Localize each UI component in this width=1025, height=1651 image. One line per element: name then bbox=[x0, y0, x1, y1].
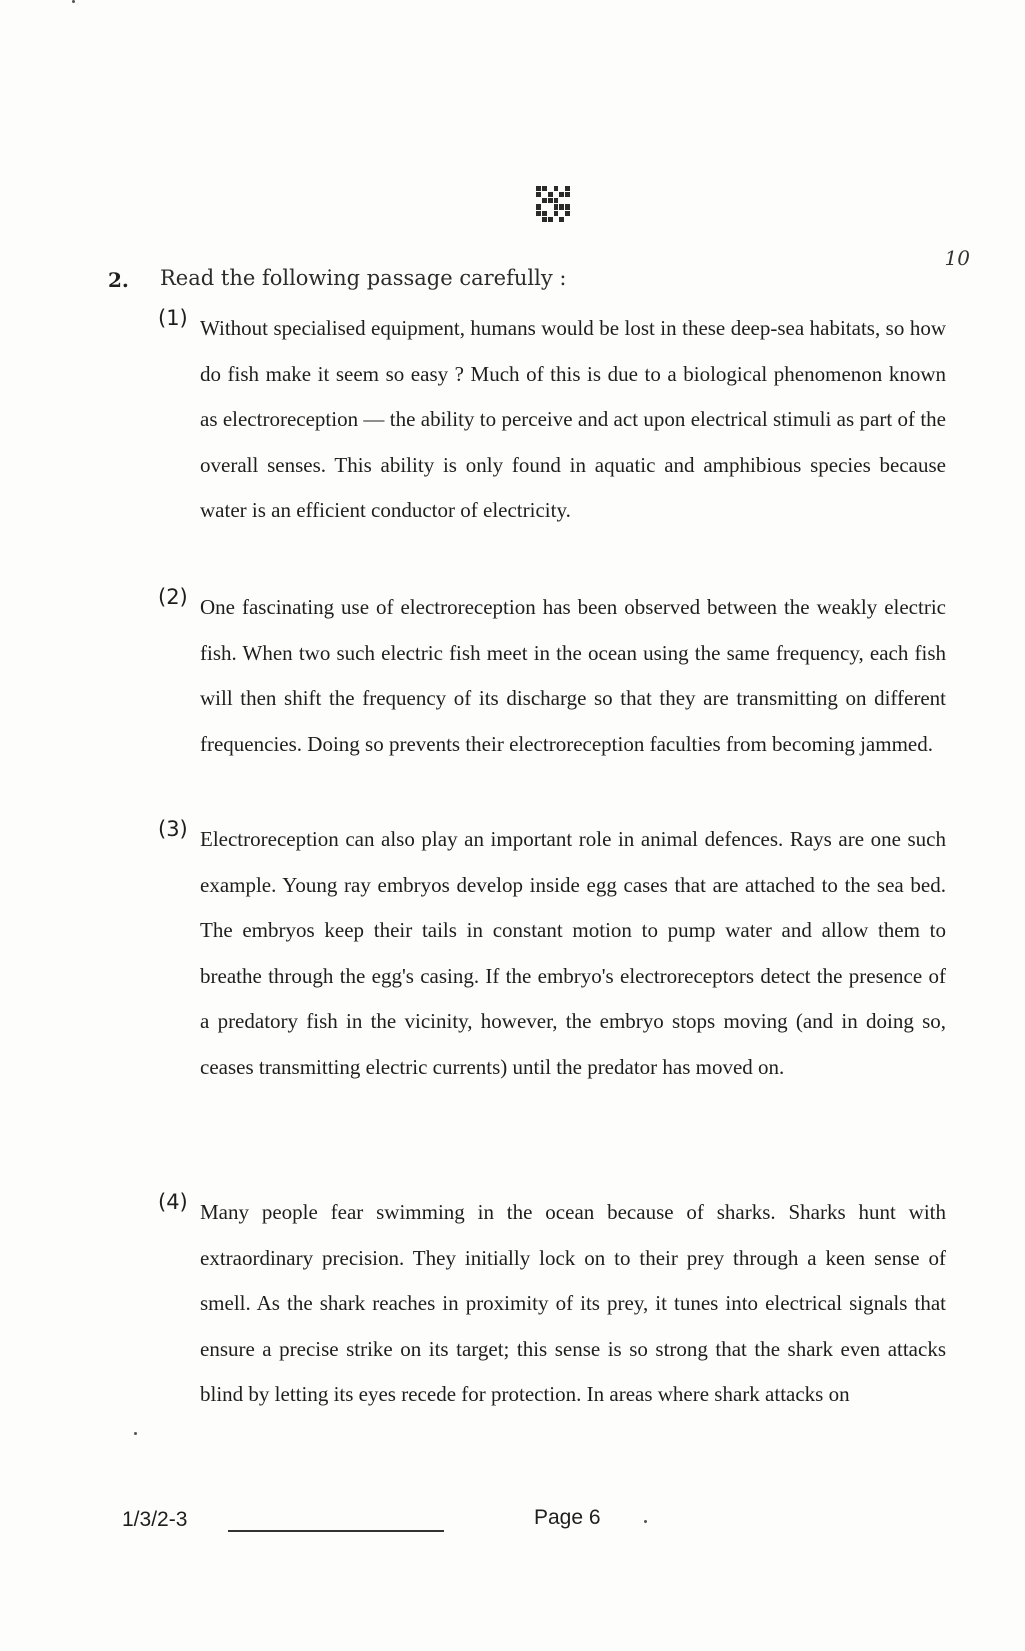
paragraph-number: (3) bbox=[158, 817, 188, 841]
question-prompt: Read the following passage carefully : bbox=[160, 266, 567, 290]
scan-speck bbox=[72, 0, 75, 3]
paragraph-text: Many people fear swimming in the ocean because of sharks. Sharks hunt with extraordinary precision. They initially lock on to their prey through a keen sense of smell. As the shark reaches in proximity of its prey, it tunes into electrical signals that ensure a precise strike on its target; this sense is so strong that the shark even attacks blind by letting its eyes recede for protection. In areas where shark attacks on bbox=[200, 1200, 946, 1406]
question-number: 2. bbox=[108, 268, 129, 292]
footer-rule bbox=[228, 1530, 444, 1532]
paragraph-number: (1) bbox=[158, 306, 188, 330]
page-number: Page 6 bbox=[534, 1506, 601, 1529]
page-footer bbox=[0, 1508, 1025, 1538]
marks-label: 10 bbox=[944, 246, 970, 270]
paragraph-text: Without specialised equipment, humans would be lost in these deep-sea habitats, so how do fish make it seem so easy ? Much of this is due to a biological phenomenon known as electroreception — the ability to perceive and act upon electrical stimuli as part of the overall senses. This ability is only found in aquatic and amphibious species because water is an efficient conductor of electricity. bbox=[200, 316, 946, 522]
paragraph-number: (4) bbox=[158, 1190, 188, 1214]
qr-code-icon bbox=[536, 186, 570, 222]
paragraph-number: (2) bbox=[158, 585, 188, 609]
scan-speck bbox=[644, 1520, 647, 1523]
scan-speck bbox=[134, 1432, 137, 1435]
paragraph-text: Electroreception can also play an important role in animal defences. Rays are one such example. Young ray embryos develop inside egg cases that are attached to the sea bed. The embryos keep their tails in constant motion to pump water and allow them to breathe through the egg's casing. If the embryo's electroreceptors detect the presence of a predatory fish in the vicinity, however, the embryo stops moving (and in doing so, ceases transmitting electric currents) until the predator has moved on. bbox=[200, 827, 946, 1079]
paper-code: 1/3/2-3 bbox=[122, 1508, 188, 1531]
paragraph-text: One fascinating use of electroreception has been observed between the weakly electric fish. When two such electric fish meet in the ocean using the same frequency, each fish will then shift the frequency of its discharge so that they are transmitting on different frequencies. Doing so prevents their electroreception faculties from becoming jammed. bbox=[200, 595, 946, 756]
